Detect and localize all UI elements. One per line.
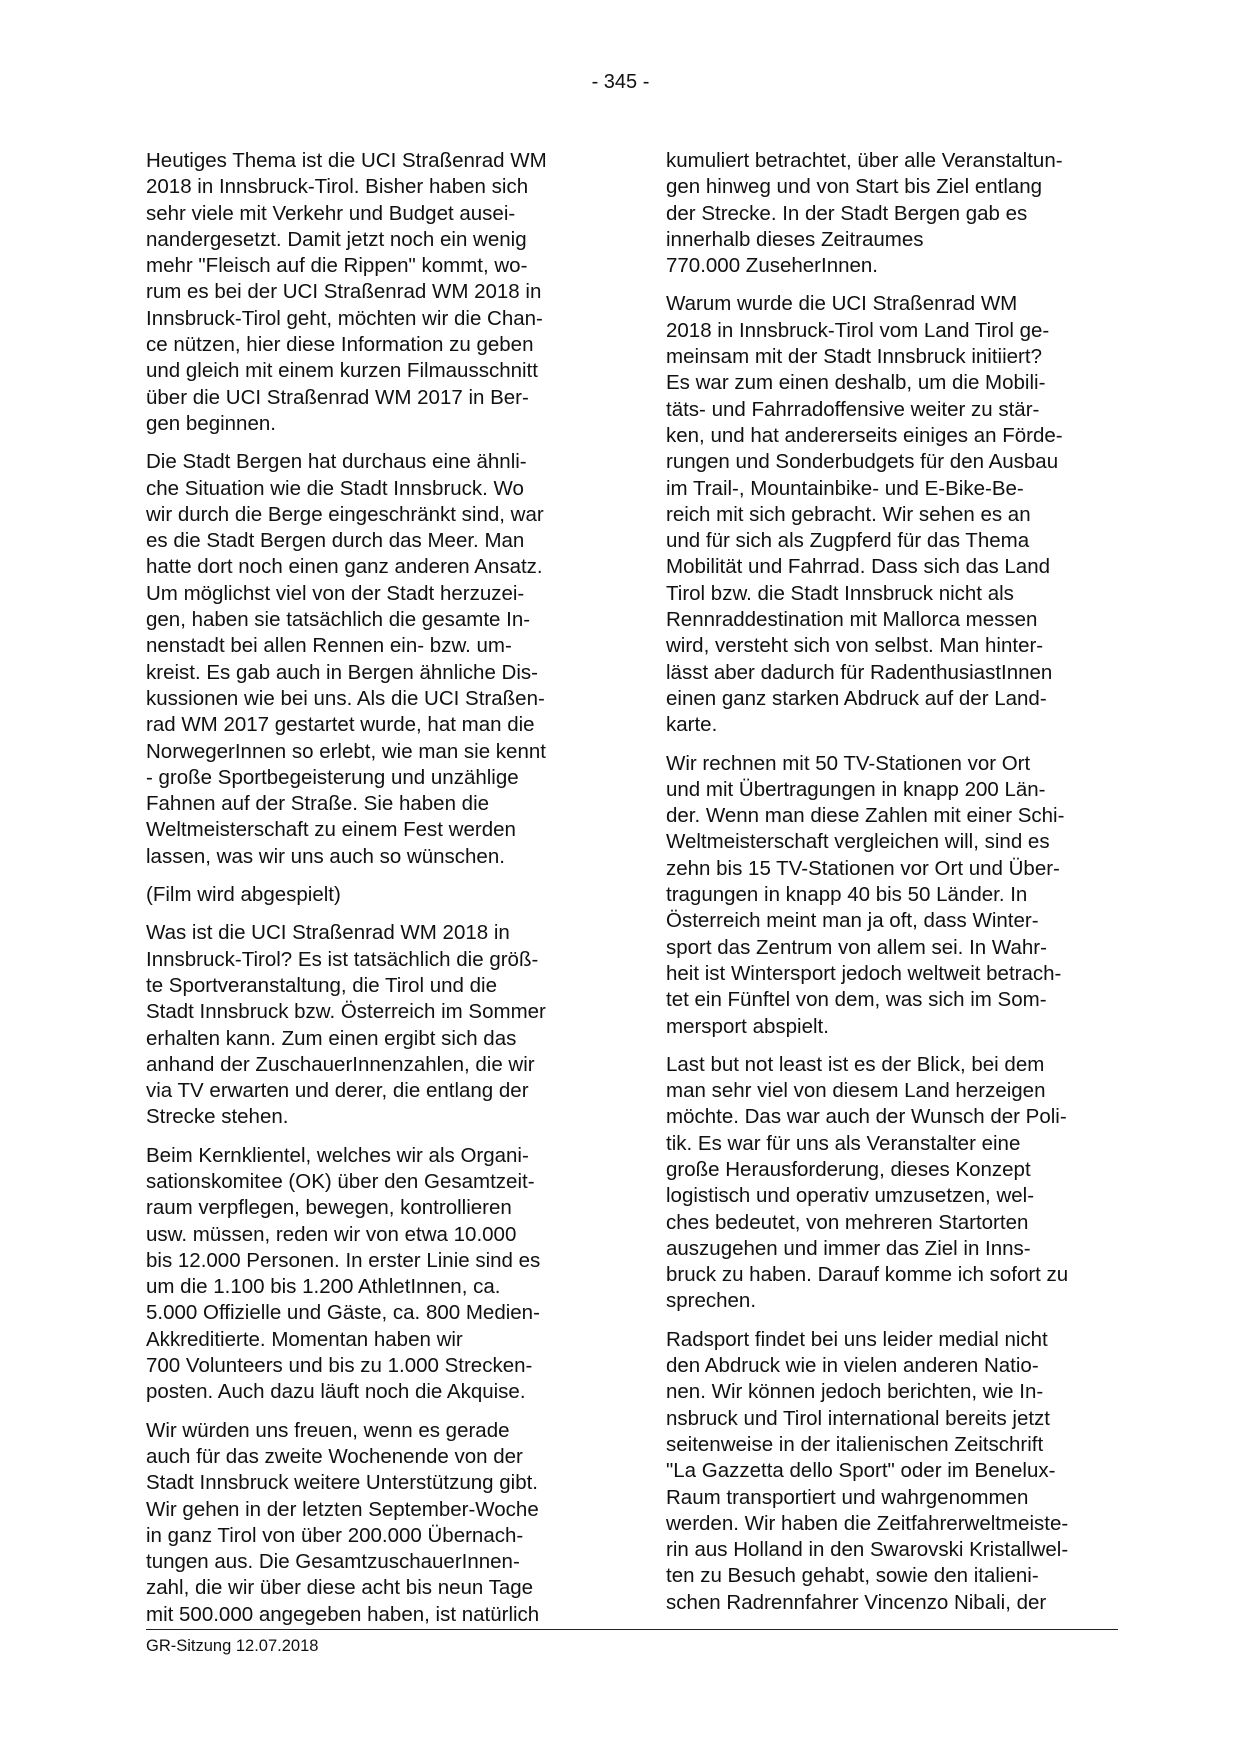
text-line: Beim Kernklientel, welches wir als Organi- — [146, 1143, 529, 1167]
text-line: Tirol bzw. die Stadt Innsbruck nicht als — [666, 581, 1014, 605]
text-line: Strecke stehen. — [146, 1105, 289, 1129]
text-line: Rennraddestination mit Mallorca messen — [666, 608, 1038, 632]
text-line: sehr viele mit Verkehr und Budget ausei- — [146, 201, 516, 225]
text-line: wird, versteht sich von selbst. Man hinter- — [666, 634, 1044, 658]
footer-divider — [146, 1629, 1118, 1630]
paragraph — [666, 1327, 1130, 1616]
paragraph — [146, 1418, 610, 1628]
paragraph — [146, 148, 610, 437]
right-text-column — [666, 148, 1130, 1628]
text-line: rum es bei der UCI Straßenrad WM 2018 in — [146, 280, 542, 304]
text-line: NorwegerInnen so erlebt, wie man sie kennt — [146, 739, 546, 763]
text-line: täts- und Fahrradoffensive weiter zu stär- — [666, 397, 1040, 421]
text-line: ce nützen, hier diese Information zu geben — [146, 333, 534, 357]
text-line: (Film wird abgespielt) — [146, 883, 341, 907]
text-line: Weltmeisterschaft vergleichen will, sind es — [666, 830, 1050, 854]
text-line: karte. — [666, 713, 718, 737]
text-line: Akkreditierte. Momentan haben wir — [146, 1327, 463, 1351]
text-line: gen beginnen. — [146, 411, 276, 435]
text-line: mehr "Fleisch auf die Rippen" kommt, wo- — [146, 254, 528, 278]
text-line: rad WM 2017 gestartet wurde, hat man die — [146, 713, 535, 737]
text-line: sationskomitee (OK) über den Gesamtzeit- — [146, 1169, 535, 1193]
text-line: man sehr viel von diesem Land herzeigen — [666, 1079, 1046, 1103]
text-line: einen ganz starken Abdruck auf der Land- — [666, 686, 1047, 710]
paragraph — [146, 920, 610, 1130]
text-line: mit 500.000 angegeben haben, ist natürlich — [146, 1602, 540, 1626]
paragraph — [146, 449, 610, 870]
text-line: te Sportveranstaltung, die Tirol und die — [146, 973, 497, 997]
text-line: via TV erwarten und derer, die entlang der — [146, 1079, 529, 1103]
text-line: auszugehen und immer das Ziel in Inns- — [666, 1236, 1031, 1260]
text-line: werden. Wir haben die Zeitfahrerweltmeiste- — [666, 1511, 1069, 1535]
text-line: Was ist die UCI Straßenrad WM 2018 in — [146, 921, 510, 945]
text-line: Weltmeisterschaft zu einem Fest werden — [146, 818, 516, 842]
text-line: 700 Volunteers und bis zu 1.000 Strecken- — [146, 1354, 533, 1378]
text-line: nenstadt bei allen Rennen ein- bzw. um- — [146, 634, 512, 658]
text-line: tet ein Fünftel von dem, was sich im Som- — [666, 988, 1047, 1012]
text-line: sport das Zentrum von allem sei. In Wahr- — [666, 935, 1047, 959]
text-line: posten. Auch dazu läuft noch die Akquise. — [146, 1380, 526, 1404]
text-line: innerhalb dieses Zeitraumes — [666, 227, 924, 251]
text-line: - große Sportbegeisterung und unzählige — [146, 765, 519, 789]
text-line: 2018 in Innsbruck-Tirol. Bisher haben sich — [146, 175, 529, 199]
text-line: ken, und hat andererseits einiges an Förde- — [666, 423, 1063, 447]
text-line: 2018 in Innsbruck-Tirol vom Land Tirol ge- — [666, 318, 1050, 342]
text-line: Wir würden uns freuen, wenn es gerade — [146, 1418, 510, 1442]
text-line: "La Gazzetta dello Sport" oder im Benelux- — [666, 1459, 1056, 1483]
text-line: bis 12.000 Personen. In erster Linie sind es — [146, 1248, 541, 1272]
text-line: rin aus Holland in den Swarovski Kristallwel- — [666, 1538, 1069, 1562]
text-line: lässt aber dadurch für RadenthusiastInnen — [666, 660, 1053, 684]
text-line: nsbruck und Tirol international bereits jetzt — [666, 1406, 1051, 1430]
text-line: seitenweise in der italienischen Zeitschrift — [666, 1432, 1044, 1456]
text-line: große Herausforderung, dieses Konzept — [666, 1157, 1031, 1181]
text-line: nen. Wir können jedoch berichten, wie In- — [666, 1380, 1044, 1404]
text-line: Die Stadt Bergen hat durchaus eine ähnli- — [146, 450, 527, 474]
text-line: Es war zum einen deshalb, um die Mobili- — [666, 371, 1046, 395]
text-line: erhalten kann. Zum einen ergibt sich das — [146, 1026, 517, 1050]
text-line: kreist. Es gab auch in Bergen ähnliche Dis- — [146, 660, 538, 684]
footer-session-date: GR-Sitzung 12.07.2018 — [146, 1637, 319, 1655]
text-line: auch für das zweite Wochenende von der — [146, 1444, 523, 1468]
text-line: über die UCI Straßenrad WM 2017 in Ber- — [146, 385, 529, 409]
text-line: logistisch und operativ umzusetzen, wel- — [666, 1184, 1035, 1208]
text-line: in ganz Tirol von über 200.000 Übernach- — [146, 1523, 524, 1547]
text-line: Innsbruck-Tirol? Es ist tatsächlich die größ- — [146, 947, 539, 971]
text-line: heit ist Wintersport jedoch weltweit betrach- — [666, 961, 1062, 985]
text-line: 5.000 Offizielle und Gäste, ca. 800 Medien- — [146, 1301, 540, 1325]
text-line: möchte. Das war auch der Wunsch der Poli- — [666, 1105, 1067, 1129]
paragraph — [146, 882, 610, 908]
text-line: Wir gehen in der letzten September-Woche — [146, 1497, 539, 1521]
page-number: - 345 - — [591, 71, 650, 93]
text-line: und gleich mit einem kurzen Filmausschnitt — [146, 359, 538, 383]
text-line: lassen, was wir uns auch so wünschen. — [146, 844, 505, 868]
paragraph — [666, 148, 1130, 279]
text-line: kussionen wie bei uns. Als die UCI Straßen- — [146, 686, 545, 710]
text-line: der. Wenn man diese Zahlen mit einer Schi- — [666, 804, 1065, 828]
text-line: wir durch die Berge eingeschränkt sind, war — [146, 502, 544, 526]
text-line: Österreich meint man ja oft, dass Winter- — [666, 909, 1039, 933]
text-line: Innsbruck-Tirol geht, möchten wir die Chan- — [146, 306, 543, 330]
text-line: Radsport findet bei uns leider medial nicht — [666, 1327, 1048, 1351]
left-text-column — [146, 148, 610, 1640]
text-line: zahl, die wir über diese acht bis neun Tage — [146, 1576, 534, 1600]
text-line: gen hinweg und von Start bis Ziel entlang — [666, 175, 1043, 199]
text-line: reich mit sich gebracht. Wir sehen es an — [666, 502, 1031, 526]
text-line: im Trail-, Mountainbike- und E-Bike-Be- — [666, 476, 1024, 500]
paragraph — [666, 751, 1130, 1040]
text-line: Fahnen auf der Straße. Sie haben die — [146, 792, 490, 816]
text-line: Warum wurde die UCI Straßenrad WM — [666, 292, 1018, 316]
text-line: und mit Übertragungen in knapp 200 Län- — [666, 777, 1046, 801]
text-line: ten zu Besuch gehabt, sowie den italieni- — [666, 1564, 1039, 1588]
text-line: meinsam mit der Stadt Innsbruck initiiert? — [666, 345, 1042, 369]
text-line: tragungen in knapp 40 bis 50 Länder. In — [666, 883, 1028, 907]
text-line: zehn bis 15 TV-Stationen vor Ort und Über- — [666, 856, 1060, 880]
text-line: und für sich als Zugpferd für das Thema — [666, 529, 1030, 553]
text-line: Um möglichst viel von der Stadt herzuzei- — [146, 581, 525, 605]
text-line: Stadt Innsbruck bzw. Österreich im Sommer — [146, 1000, 546, 1024]
text-line: mersport abspielt. — [666, 1014, 829, 1038]
text-line: anhand der ZuschauerInnenzahlen, die wir — [146, 1052, 535, 1076]
paragraph — [666, 291, 1130, 738]
text-line: um die 1.100 bis 1.200 AthletInnen, ca. — [146, 1275, 501, 1299]
text-line: usw. müssen, reden wir von etwa 10.000 — [146, 1222, 517, 1246]
text-line: Raum transportiert und wahrgenommen — [666, 1485, 1029, 1509]
text-line: Heutiges Thema ist die UCI Straßenrad WM — [146, 149, 547, 172]
paragraph — [666, 1052, 1130, 1315]
paragraph — [146, 1143, 610, 1406]
text-line: 770.000 ZuseherInnen. — [666, 254, 878, 278]
text-line: Stadt Innsbruck weitere Unterstützung gibt. — [146, 1471, 538, 1495]
text-line: Mobilität und Fahrrad. Dass sich das Land — [666, 555, 1051, 579]
text-line: rungen und Sonderbudgets für den Ausbau — [666, 450, 1059, 474]
text-line: che Situation wie die Stadt Innsbruck. Wo — [146, 476, 524, 500]
text-line: raum verpflegen, bewegen, kontrollieren — [146, 1196, 512, 1220]
text-line: tik. Es war für uns als Veranstalter eine — [666, 1131, 1021, 1155]
text-line: ches bedeutet, von mehreren Startorten — [666, 1210, 1029, 1234]
text-line: der Strecke. In der Stadt Bergen gab es — [666, 201, 1028, 225]
text-line: Wir rechnen mit 50 TV-Stationen vor Ort — [666, 751, 1031, 775]
text-line: gen, haben sie tatsächlich die gesamte In- — [146, 608, 531, 632]
text-line: schen Radrennfahrer Vincenzo Nibali, der — [666, 1590, 1047, 1614]
text-line: es die Stadt Bergen durch das Meer. Man — [146, 529, 525, 553]
text-line: Last but not least ist es der Blick, bei dem — [666, 1052, 1045, 1076]
text-line: hatte dort noch einen ganz anderen Ansatz. — [146, 555, 543, 579]
text-line: sprechen. — [666, 1289, 757, 1313]
text-line: den Abdruck wie in vielen anderen Natio- — [666, 1354, 1039, 1378]
text-line: tungen aus. Die GesamtzuschauerInnen- — [146, 1550, 520, 1574]
text-line: bruck zu haben. Darauf komme ich sofort zu — [666, 1263, 1069, 1287]
text-line: kumuliert betrachtet, über alle Veranstaltun- — [666, 149, 1063, 172]
text-line: nandergesetzt. Damit jetzt noch ein wenig — [146, 227, 527, 251]
